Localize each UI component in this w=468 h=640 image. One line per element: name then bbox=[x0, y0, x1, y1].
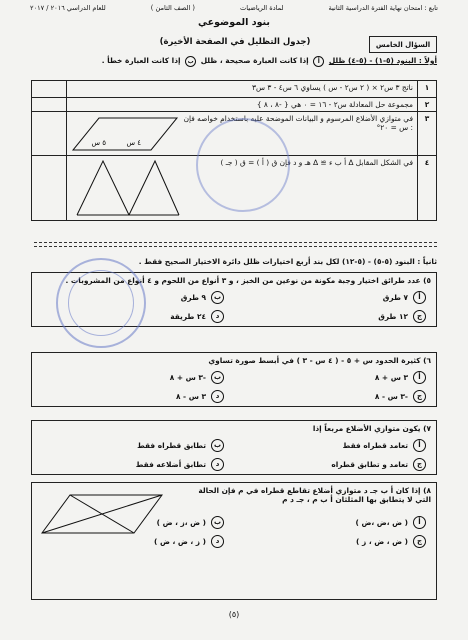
stamp-mark bbox=[56, 258, 146, 348]
table-row bbox=[32, 81, 437, 98]
option-text: تعامد قطراه فقط bbox=[342, 441, 408, 450]
option-circle-icon: ج bbox=[413, 535, 426, 548]
option-circle-icon: أ bbox=[413, 439, 426, 452]
mcq-option[interactable] bbox=[234, 532, 436, 551]
mcq-number: ٨ bbox=[426, 486, 431, 495]
option-circle-icon: ب bbox=[211, 291, 224, 304]
page-header bbox=[30, 4, 438, 12]
answer-cell bbox=[32, 112, 67, 156]
mcq-option[interactable] bbox=[234, 387, 436, 406]
circle-b-icon: ب bbox=[185, 56, 196, 67]
option-circle-icon: أ bbox=[413, 516, 426, 529]
part1-prefix: أولاً : البنود (٥-١) - (٥-٤) ظلل bbox=[328, 56, 437, 65]
mcq-number: ٧ bbox=[426, 424, 431, 433]
header-year: للعام الدراسي ٢٠١٦ / ٢٠١٧ bbox=[30, 4, 106, 12]
mcq-option[interactable] bbox=[234, 368, 436, 387]
item-number: ١ bbox=[418, 81, 437, 98]
section-title: بنود الموضوعي bbox=[198, 17, 270, 28]
item-text: في الشكل المقابل ∆ أ ب ء ≅ ∆ هـ و د فإن ق ( أ ) = ق ( جـ ) bbox=[220, 158, 413, 167]
mcq-option[interactable] bbox=[32, 436, 234, 455]
mcq-stem: ٧) يكون متوازي الأضلاع مربعاً إذا bbox=[312, 424, 431, 433]
mcq-option[interactable] bbox=[234, 455, 436, 474]
part1-instruction bbox=[30, 56, 437, 67]
option-circle-icon: ب bbox=[211, 371, 224, 384]
option-text: -٣ س + ٨ bbox=[169, 373, 206, 382]
mcq-option[interactable] bbox=[234, 307, 436, 326]
page-number: (٥) bbox=[228, 610, 240, 619]
mcq-item-6 bbox=[31, 352, 437, 407]
mcq-option[interactable] bbox=[32, 387, 234, 406]
option-text: ٣ س - ٨ bbox=[175, 392, 206, 401]
item-number: ٣ bbox=[418, 112, 437, 156]
circle-a-icon: أ bbox=[313, 56, 324, 67]
mcq-item-8 bbox=[31, 482, 437, 600]
option-text: تطابق قطراه فقط bbox=[137, 441, 206, 450]
part2-instruction: ثانياً : البنود (٥-٥) - (٥-١٢) لكل بند أربع اختيارات ظلل دائرة الاختيار الصحيح فقط . bbox=[138, 257, 437, 266]
header-subject: لمادة الرياضيات bbox=[240, 4, 284, 12]
parallelogram-diagonals-figure bbox=[40, 491, 166, 537]
divider bbox=[34, 242, 437, 247]
figure-label-4x: ٤ س bbox=[126, 139, 141, 147]
part1-mid: إذا كانت العبارة صحيحة ، ظلل bbox=[200, 56, 309, 65]
option-text: ٣ س + ٨ bbox=[374, 373, 408, 382]
item-text: في متوازي الأضلاع المرسوم و البيانات الموضحة عليه باستخدام خواصه فإن : س = ٢٠° bbox=[183, 114, 413, 132]
triangles-figure bbox=[73, 157, 183, 219]
option-circle-icon: د bbox=[211, 458, 224, 471]
option-text: ٩ طرق bbox=[180, 293, 206, 302]
part1-suffix: إذا كانت العبارة خطأ . bbox=[101, 56, 181, 65]
stamp-mark bbox=[196, 118, 290, 212]
option-text: تعامد و تطابق قطراه bbox=[331, 460, 408, 469]
mcq-item-7 bbox=[31, 420, 437, 475]
option-circle-icon: د bbox=[211, 310, 224, 323]
option-circle-icon: أ bbox=[413, 291, 426, 304]
option-circle-icon: ب bbox=[211, 516, 224, 529]
option-text: ٢٤ طريقة bbox=[170, 312, 206, 321]
option-circle-icon: د bbox=[211, 535, 224, 548]
option-circle-icon: ج bbox=[413, 390, 426, 403]
option-text: ( ض ،ز ، ض ) bbox=[156, 518, 206, 527]
option-circle-icon: أ bbox=[413, 371, 426, 384]
mcq-stem-text: إذا كان أ ب جـ د متوازي أضلاع تقاطع قطراه في م فإن الحالة التي لا يتطابق بها المثلثان أ ب م ، جـ د م bbox=[198, 486, 431, 504]
answer-cell bbox=[32, 98, 67, 112]
mcq-stem: ٥) عدد طرائق اختيار وجبة مكونة من نوعين من الخبز ، و ٣ أنواع من اللحوم و ٤ أنواع من المشروبات . bbox=[65, 276, 431, 285]
mcq-number: ٦ bbox=[426, 356, 431, 365]
option-text: تطابق أضلاعه فقط bbox=[135, 460, 206, 469]
answer-cell bbox=[32, 81, 67, 98]
option-text: -٣ س - ٨ bbox=[374, 392, 408, 401]
option-text: ( ض ، ض ، ز ) bbox=[356, 537, 408, 546]
mcq-stem-text: يكون متوازي الأضلاع مربعاً إذا bbox=[312, 424, 421, 433]
question-box: السؤال الخامس bbox=[369, 36, 437, 53]
option-text: ( ض ،ض ،ض ) bbox=[355, 518, 408, 527]
mcq-option[interactable] bbox=[32, 368, 234, 387]
item-number: ٢ bbox=[418, 98, 437, 112]
option-text: ٧ طرق bbox=[382, 293, 408, 302]
option-circle-icon: ج bbox=[413, 458, 426, 471]
table-note: (جدول التظليل في الصفحة الأخيرة) bbox=[159, 37, 311, 47]
mcq-number: ٥ bbox=[426, 276, 431, 285]
mcq-option[interactable] bbox=[234, 288, 436, 307]
item-number: ٤ bbox=[418, 156, 437, 221]
mcq-option[interactable] bbox=[234, 513, 436, 532]
header-grade: ( الصف الثامن ) bbox=[150, 4, 196, 12]
option-circle-icon: د bbox=[211, 390, 224, 403]
header-follow: تابع : امتحان نهاية الفترة الدراسية الثانية bbox=[328, 4, 438, 12]
option-text: ١٢ طرق bbox=[378, 312, 408, 321]
figure-label-5x: ٥ س bbox=[91, 139, 106, 147]
option-circle-icon: ج bbox=[413, 310, 426, 323]
mcq-option[interactable] bbox=[32, 455, 234, 474]
option-text: ( ز ، ض ، ض ) bbox=[154, 537, 206, 546]
table-row bbox=[32, 98, 437, 112]
item-text: ناتج ٣ س٢ × ( ٢ س٢ - س ) يساوي ٦ س٤ - ٣ س٣ bbox=[67, 81, 418, 98]
answer-cell bbox=[32, 156, 67, 221]
mcq-stem: ٨) إذا كان أ ب جـ د متوازي أضلاع تقاطع قطراه في م فإن الحالة التي لا يتطابق بها المثلثان أ ب م ، جـ د م bbox=[198, 486, 431, 504]
parallelogram-figure bbox=[71, 114, 181, 154]
item-text: مجموعة حل المعادلة س٢ - ١٦ = ٠ هي { -٨ ، ٨ } bbox=[67, 98, 418, 112]
mcq-stem: ٦) كثيرة الحدود س + ٥ - ( ٤ س - ٣ ) في أبسط صورة تساوي bbox=[208, 356, 431, 365]
option-circle-icon: ب bbox=[211, 439, 224, 452]
mcq-stem-text: كثيرة الحدود س + ٥ - ( ٤ س - ٣ ) في أبسط صورة تساوي bbox=[208, 356, 421, 365]
mcq-option[interactable] bbox=[234, 436, 436, 455]
mcq-stem-text: عدد طرائق اختيار وجبة مكونة من نوعين من الخبز ، و ٣ أنواع من اللحوم و ٤ أنواع من المشروبات . bbox=[65, 276, 421, 285]
